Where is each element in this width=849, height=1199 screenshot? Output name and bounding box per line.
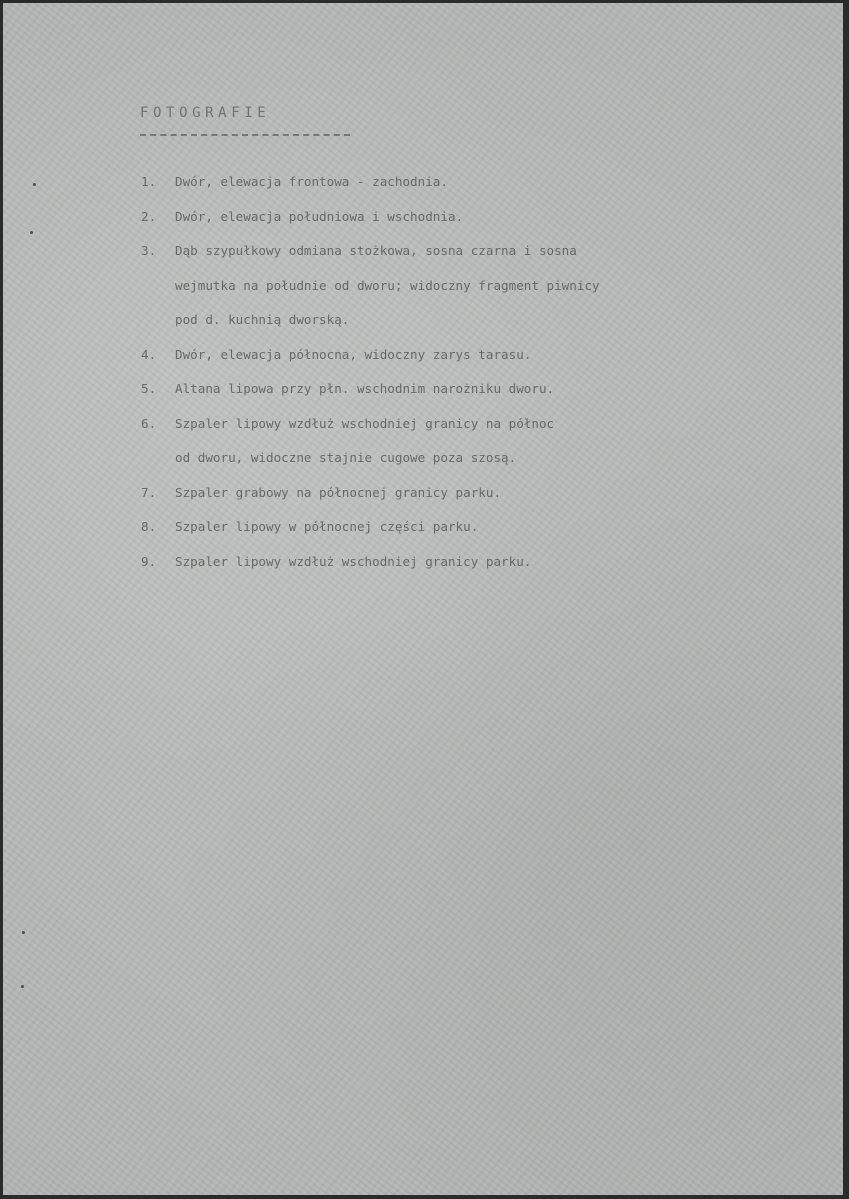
margin-punch-dot [21, 985, 24, 988]
item-text-line: pod d. kuchnią dworską. [175, 312, 350, 327]
item-text-line: Szpaler grabowy na północnej granicy parku. [175, 484, 502, 500]
margin-punch-dot [33, 183, 36, 186]
item-text-line: Dwór, elewacja południowa i wschodnia. [175, 208, 464, 224]
list-item [141, 476, 600, 511]
item-text-line: Dwór, elewacja północna, widoczny zarys tarasu. [175, 346, 532, 362]
item-number: 3. [141, 243, 157, 258]
list-item [141, 165, 600, 200]
list-item [141, 510, 600, 545]
item-number: 4. [141, 346, 157, 362]
list-item [141, 200, 600, 235]
item-text-line: Szpaler lipowy w północnej części parku. [175, 519, 479, 534]
photo-list [141, 165, 600, 579]
item-text-line: wejmutka na południe od dworu; widoczny fragment piwnicy [175, 277, 600, 293]
item-text-line: Altana lipowa przy płn. wschodnim narożniku dworu. [175, 381, 555, 396]
item-text-line: Dąb szypułkowy odmiana stożkowa, sosna czarna i sosna [175, 243, 577, 258]
item-number: 1. [141, 174, 157, 189]
item-number: 2. [141, 208, 157, 224]
document-page [3, 3, 843, 1195]
list-item [141, 545, 600, 580]
item-number: 9. [141, 553, 157, 569]
item-number: 7. [141, 484, 157, 500]
list-item [141, 407, 600, 476]
item-number: 6. [141, 415, 157, 431]
margin-punch-dot [30, 231, 33, 234]
list-item [141, 234, 600, 338]
list-item [141, 338, 600, 373]
item-text-line: Szpaler lipowy wzdłuż wschodniej granicy na północ [175, 415, 555, 431]
margin-punch-dot [22, 931, 25, 934]
document-heading: FOTOGRAFIE [140, 105, 271, 121]
item-number: 5. [141, 381, 157, 396]
item-text-line: Dwór, elewacja frontowa - zachodnia. [175, 174, 448, 189]
list-item [141, 372, 600, 407]
item-number: 8. [141, 519, 157, 534]
item-text-line: Szpaler lipowy wzdłuż wschodniej granicy parku. [175, 553, 532, 569]
heading-underline [140, 134, 350, 136]
item-text-line: od dworu, widoczne stajnie cugowe poza szosą. [175, 450, 517, 465]
